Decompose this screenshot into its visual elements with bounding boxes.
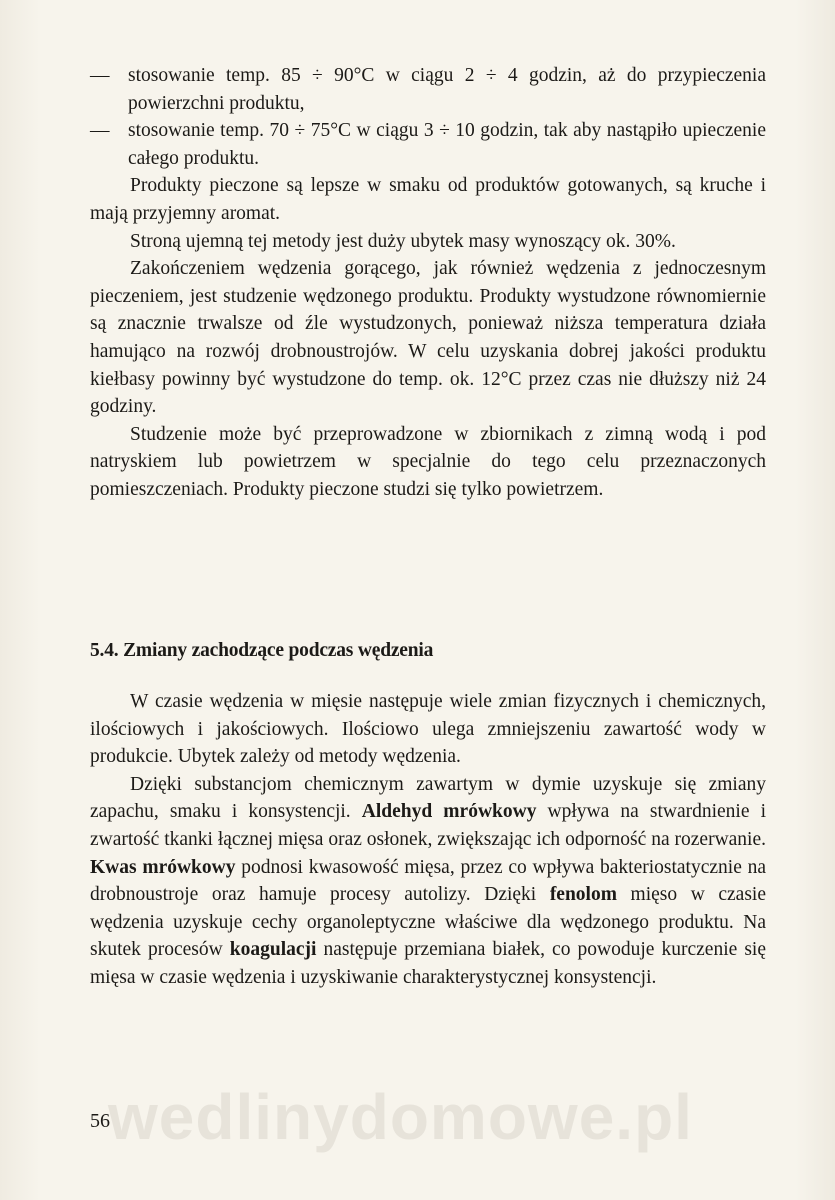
paragraph: Zakończeniem wędzenia gorącego, jak również wędzenia z jednoczesnym pieczeniem, jest studzenie wędzonego produktu. Produkty wystudzone równomiernie są znacznie trwalsze od źle wystudzonych, ponieważ niższa temperatura działa hamująco na rozwój drobnoustrojów. W celu uzyskania dobrej jakości produktu kiełbasy powinny być wystudzone do temp. ok. 12°C przez czas nie dłuższy niż 24 godziny. [90, 258, 766, 418]
page-number: 56 [90, 1110, 110, 1132]
text-run: podnosi kwasowość mięsa, przez co wpływa bakteriostatycznie na drobnoustroje oraz hamuje procesy autolizy. Dzięki [90, 856, 766, 906]
bold-term: koagulacji [229, 939, 317, 961]
list-item [90, 62, 766, 117]
list-dash: — [90, 65, 110, 86]
paragraph [90, 771, 766, 992]
watermark: wedlinydomowe.pl [108, 1081, 693, 1153]
text-run: następuje przemiana białek, co powoduje kurczenie się mięsa w czasie wędzenia i uzyskiwanie charakterystycznej konsystencji. [90, 939, 766, 988]
list-item [90, 117, 766, 172]
section-heading: 5.4. Zmiany zachodzące podczas wędzenia [90, 640, 434, 661]
bold-term: Kwas mrówkowy [90, 856, 236, 878]
text-run: mięso w czasie wędzenia uzyskuje cechy organoleptyczne właściwe dla wędzonego produktu. Na skutek procesów [90, 884, 767, 961]
list-item-text: stosowanie temp. 70 ÷ 75°C w ciągu 3 ÷ 10 godzin, tak aby nastąpiło upieczenie całego produktu. [128, 120, 766, 169]
paragraph: Produkty pieczone są lepsze w smaku od produktów gotowanych, są kruche i mają przyjemny aromat. [90, 175, 766, 224]
list-dash: — [90, 120, 110, 142]
bold-term: Aldehyd mrówkowy [361, 801, 537, 823]
section-text-block [90, 688, 766, 992]
text-run: Dzięki substancjom chemicznym zawartym w dymie uzyskuje się zmiany zapachu, smaku i konsystencji. [90, 773, 766, 823]
paragraph: Stroną ujemną tej metody jest duży ubytek masy wynoszący ok. 30%. [130, 230, 676, 252]
top-text-block [90, 62, 766, 504]
list-item-text: stosowanie temp. 85 ÷ 90°C w ciągu 2 ÷ 4 godzin, aż do przypieczenia powierzchni produktu, [128, 65, 766, 114]
bold-term: fenolom [549, 884, 617, 906]
text-run: wpływa na stwardnienie i zwartość tkanki łącznej mięsa oraz osłonek, zwiększając ich odporność na rozerwanie. [90, 801, 766, 850]
paragraph: W czasie wędzenia w mięsie następuje wiele zmian fizycznych i chemicznych, ilościowych i jakościowych. Ilościowo ulega zmniejszeniu zawartość wody w produkcie. Ubytek zależy od metody wędzenia. [90, 691, 766, 768]
paragraph: Studzenie może być przeprowadzone w zbiornikach z zimną wodą i pod natryskiem lub powietrzem w specjalnie do tego celu przeznaczonych pomieszczeniach. Produkty pieczone studzi się tylko powietrzem. [90, 423, 766, 500]
